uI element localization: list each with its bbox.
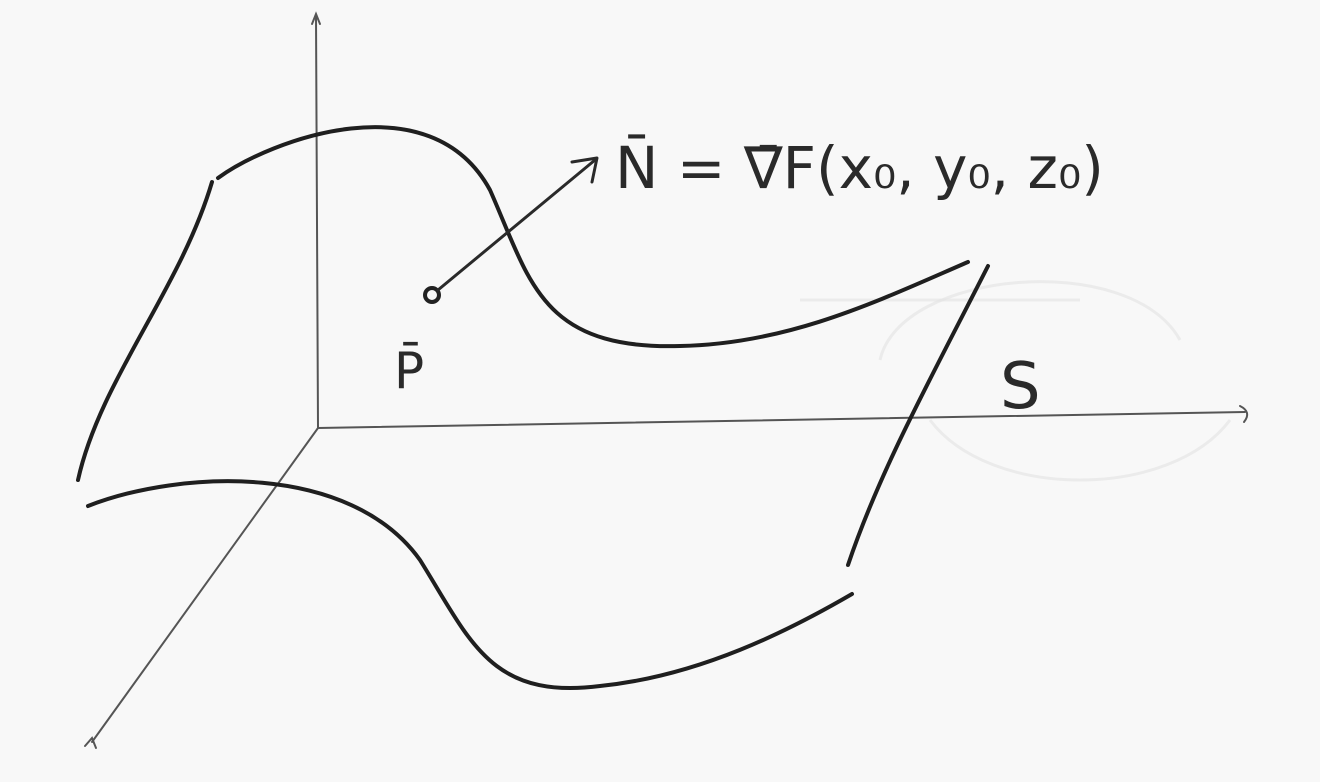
point-p-label: P̄: [394, 342, 425, 400]
normal-vector-arrow: [438, 160, 595, 290]
x-axis: [92, 428, 318, 742]
z-axis: [316, 16, 318, 428]
surface-s-label: S: [1000, 350, 1041, 424]
y-axis-tip: [1240, 406, 1247, 422]
y-axis: [318, 412, 1245, 428]
surface-bottom-edge: [88, 481, 852, 688]
surface-left-edge: [78, 182, 212, 480]
normal-vector-label: N̄ = ∇̄F(x₀, y₀, z₀): [615, 134, 1104, 202]
